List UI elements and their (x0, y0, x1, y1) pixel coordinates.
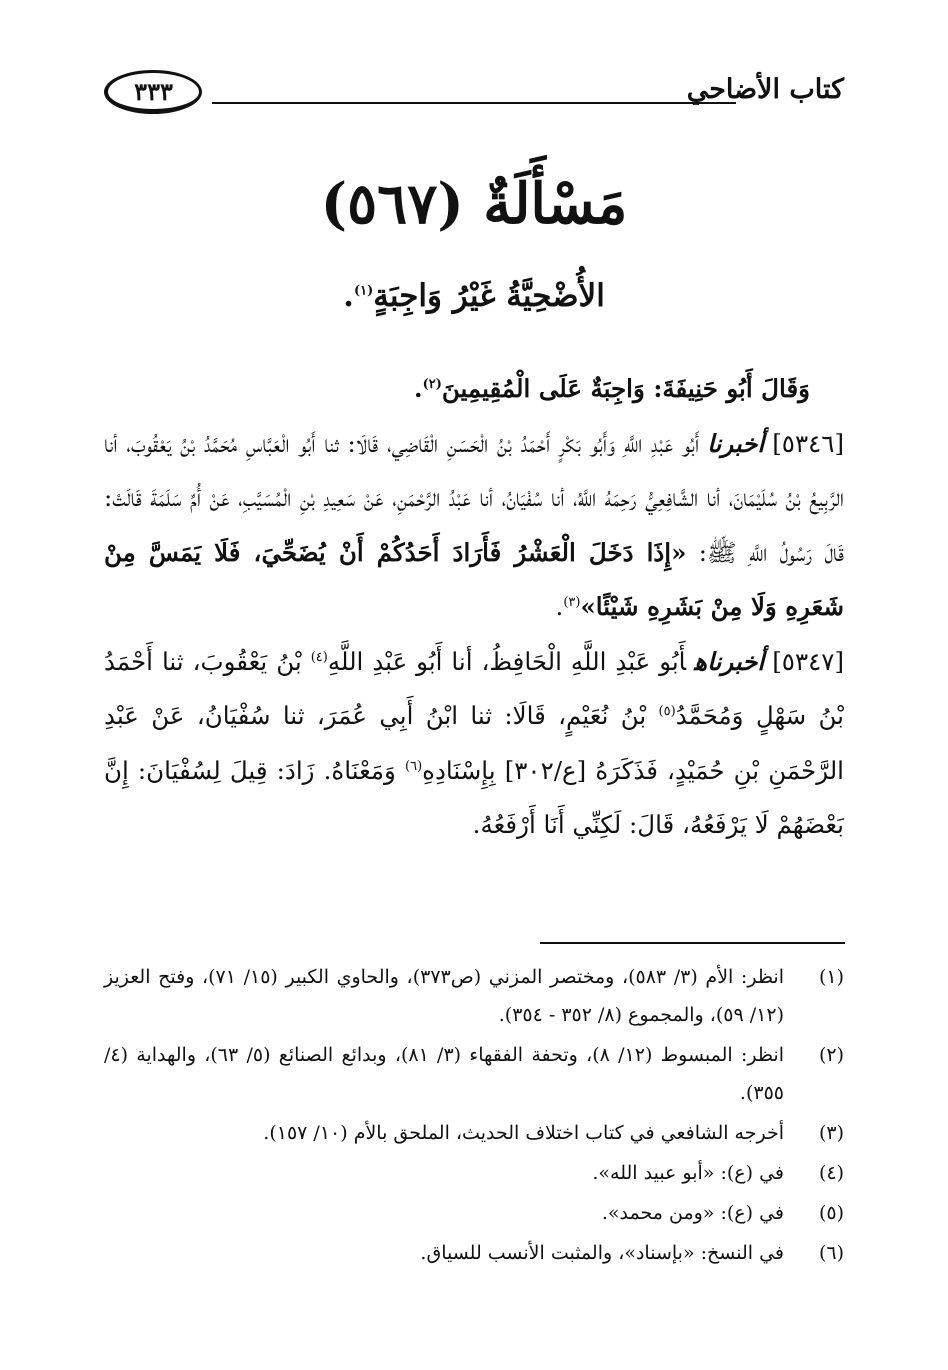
footnote-item (104, 1154, 844, 1192)
running-header (104, 70, 844, 126)
page-number: ٣٣٣ (104, 70, 202, 114)
narration-keyword: أخبرناه (694, 646, 765, 676)
hadith-text: «إِذَا دَخَلَ الْعَشْرُ فَأَرَادَ أَحَدُكُمْ أَنْ يُضَحِّيَ، فَلَا يَمَسَّ مِنْ شَعَرِهِ وَلَا مِنْ بَشَرِهِ شَيْئًا» (104, 537, 844, 621)
footnote-ref: (١) (353, 283, 374, 299)
narration-5346 (104, 417, 844, 635)
issue-rule (0, 278, 948, 314)
header-rule (212, 102, 736, 104)
footnote-text: في (ع): «أبو عبيد الله». (592, 1162, 784, 1184)
footnote-separator (540, 942, 845, 944)
footnote-ref: (٢) (422, 376, 442, 392)
footnote-number: (٣) (818, 1122, 844, 1144)
footnote-item (104, 1036, 844, 1112)
abu-hanifa-opinion (104, 362, 844, 417)
opinion-text: وَقَالَ أَبُو حَنِيفَةَ: وَاجِبَةٌ عَلَى الْمُقِيمِينَ (441, 374, 810, 403)
narration-end: . (555, 592, 564, 621)
footnote-number: (٥) (818, 1202, 844, 1224)
narration-number: [٥٣٤٧] (772, 646, 844, 676)
footnote-number: (٢) (818, 1044, 844, 1066)
main-text (104, 362, 844, 853)
narration-chain: أَبُو عَبْدِ اللَّهِ وَأَبُو بَكْرٍ أَحْمَدُ بْنُ الْحَسَنِ الْقَاضِي، قَالَا: ثنا أَبُو الْعَبَّاسِ مُحَمَّدُ بْنُ يَعْقُوبَ، أنا الرَّبِيعُ بْنُ سُلَيْمَانَ، أنا الشَّافِعِيُّ رَحِمَهُ اللَّهُ، أنا سُفْيَانُ، أنا عَبْدُ الرَّحْمَنِ، عَنْ سَعِيدِ بْنِ الْمُسَيَّبِ، عَنْ أُمِّ سَلَمَةَ قَالَتْ: قَالَ رَسُولُ اللَّهِ ﷺ: (104, 428, 844, 567)
footnote-text: انظر: المبسوط (١٢/ ٨)، وتحفة الفقهاء (٣/ ٨١)، وبدائع الصنائع (٥/ ٦٣)، والهداية (٤/ ٣٥٥). (104, 1044, 784, 1104)
narration-number: [٥٣٤٦] (772, 428, 844, 458)
issue-title: مَسْأَلَةٌ (٥٦٧) (320, 171, 628, 237)
footnote-number: (٤) (818, 1162, 844, 1184)
footnote-ref: (٤) (310, 649, 328, 665)
narration-chain-a: أَبُو عَبْدِ اللَّهِ الْحَافِظُ، أنا أَبُو عَبْدِ اللَّهِ (327, 646, 687, 676)
footnote-ref: (٦) (405, 758, 423, 774)
footnote-number: (٦) (818, 1242, 844, 1264)
footnote-text: في النسخ: «بإسناد»، والمثبت الأنسب للسياق. (420, 1242, 784, 1264)
footnote-item (104, 1114, 844, 1152)
narration-chain-b: بْنُ يَعْقُوبَ، ثنا أَحْمَدُ بْنُ سَهْلٍ وَمُحَمَّدُ (104, 646, 845, 730)
narration-chain-d: وَمَعْنَاهُ. زَادَ: قِيلَ لِسُفْيَانَ: إِنَّ بَعْضَهُمْ لَا يَرْفَعُهُ، قَالَ: لَكِنِّي أَنَا أَرْفَعُهُ. (104, 755, 844, 839)
footnote-item (104, 958, 844, 1034)
footnote-ref: (٥) (658, 703, 676, 719)
issue-rule-text: الأُضْحِيَّةُ غَيْرُ وَاجِبَةٍ (373, 278, 605, 314)
footnotes (104, 958, 844, 1274)
footnote-item (104, 1194, 844, 1232)
opinion-end: . (414, 374, 423, 403)
footnote-text: في (ع): «ومن محمد». (601, 1202, 784, 1224)
narration-chain-c: بْنُ نُعَيْمٍ، قَالَا: ثنا ابْنُ أَبِي عُمَرَ، ثنا سُفْيَانُ، عَنْ عَبْدِ الرَّحْمَنِ بْنِ حُمَيْدٍ، فَذَكَرَهُ [ع/٣٠٢] بِإِسْنَادِهِ (104, 701, 844, 785)
footnote-number: (١) (818, 966, 844, 988)
narration-keyword: أخبرنا (707, 428, 765, 458)
issue-rule-end: . (343, 278, 354, 314)
footnote-text: انظر: الأم (٣/ ٥٨٣)، ومختصر المزني (ص٣٧٣)، والحاوي الكبير (١٥/ ٧١)، وفتح العزيز (١٢/ ٥٩)، والمجموع (٨/ ٣٥٢ - ٣٥٤). (104, 966, 784, 1026)
narration-5347 (104, 635, 844, 853)
footnote-text: أخرجه الشافعي في كتاب اختلاف الحديث، الملحق بالأم (١٠/ ١٥٧). (263, 1122, 784, 1144)
footnote-ref: (٣) (563, 594, 581, 610)
footnote-item (104, 1234, 844, 1272)
book-title: كتاب الأضاحي (686, 74, 844, 105)
